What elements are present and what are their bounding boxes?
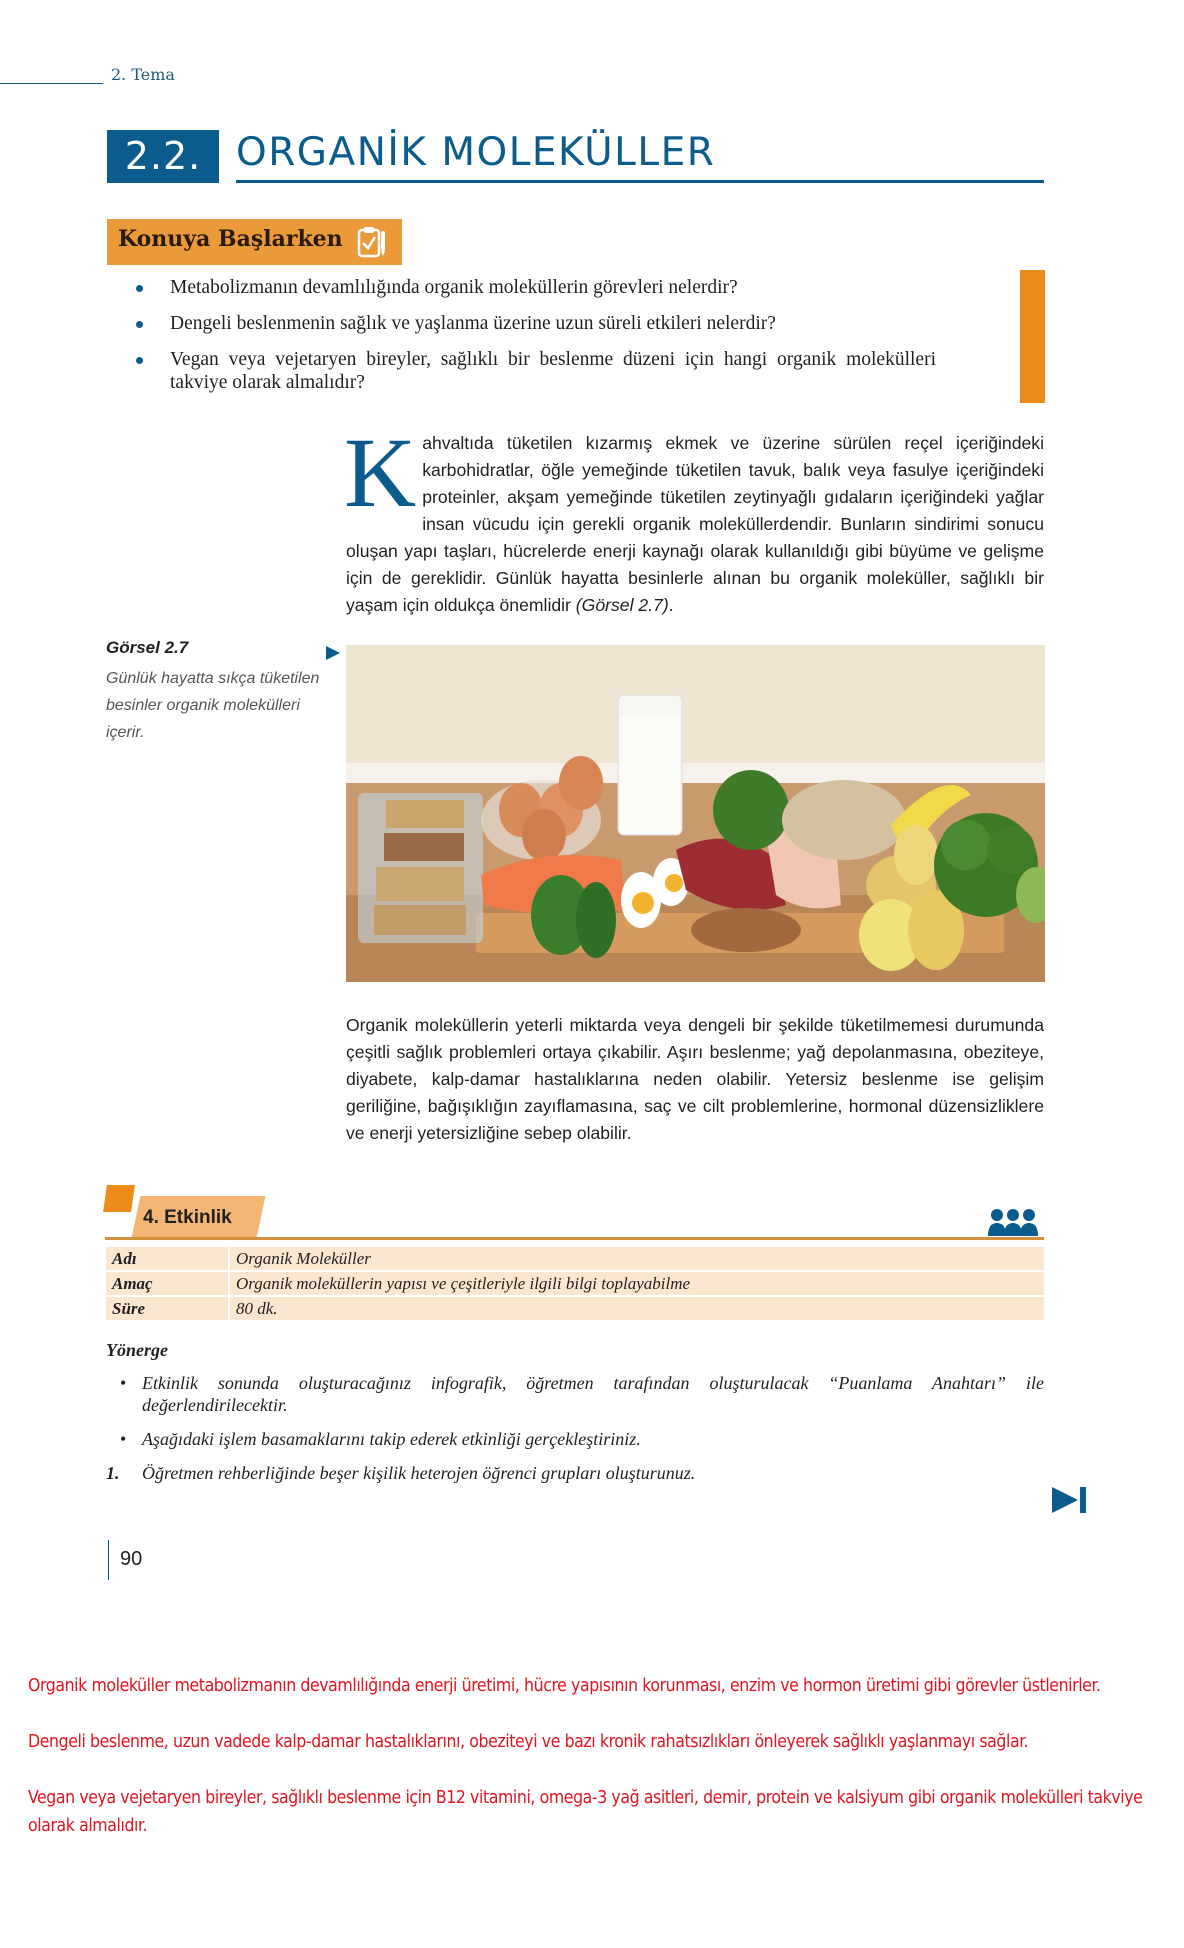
page-number-rule [108, 1540, 109, 1580]
bullet-icon [136, 285, 143, 292]
side-accent-bar [1020, 270, 1045, 403]
figure-reference: (Görsel 2.7) [575, 595, 669, 615]
instruction-item: • Etkinlik sonunda oluşturacağınız infografik, öğretmen tarafından oluşturulacak “Puanlama Anahtarı” ile değerlendirilecektir. [120, 1373, 1044, 1415]
table-row [106, 1297, 1044, 1320]
header-rule [0, 83, 103, 84]
health-paragraph: Organik moleküllerin yeterli miktarda veya dengeli bir şekilde tüketilmemesi durumunda çeşitli sağlık problemleri ortaya çıkabilir. Aşırı beslenme; yağ depolanmasına, obeziteye, diyabete, kalp-damar hastalıklarına neden olabilir. Yetersiz beslenme ise gelişim geriliğine, bağışıklığın zayıflamasına, saç ve cilt problemlerine, hormonal düzensizliklere ve enerji yetersizliğine sebep olabilir. [346, 1015, 1044, 1143]
question-item: Vegan veya vejetaryen bireyler, sağlıklı bir beslenme düzeni için hangi organik molekülleri takviye olarak almalıdır? [136, 348, 936, 394]
answers-block [28, 1672, 1168, 1868]
answer-3: Vegan veya vejetaryen bireyler, sağlıklı beslenme için B12 vitamini, omega-3 yağ asitleri, demir, protein ve kalsiyum gibi organik molekülleri takviye olarak almalıdır. [28, 1788, 1143, 1836]
instructions-title: Yönerge [106, 1340, 168, 1360]
activity-info-table [106, 1245, 1044, 1322]
next-page-icon[interactable] [1050, 1485, 1090, 1515]
row-value: 80 dk. [230, 1297, 1044, 1320]
bullet-icon [136, 357, 143, 364]
table-row [106, 1247, 1044, 1270]
activity-accent-square [103, 1185, 135, 1212]
step-item [106, 1463, 695, 1484]
group-icon [988, 1208, 1038, 1236]
drop-cap: K [344, 417, 417, 528]
figure-caption: Günlük hayatta sıkça tüketilen besinler organik molekülleri içerir. [106, 670, 320, 741]
section-number: 2.2. [107, 130, 219, 183]
theme-label: 2. Tema [111, 65, 175, 84]
step-number: 1. [106, 1463, 120, 1483]
intro-paragraph: Kahvaltıda tüketilen kızarmış ekmek ve üzerine sürülen reçel içeriğindeki karbohidratlar, öğle yemeğinde tüketilen tavuk, balık veya fasulye içeriğindeki proteinler, akşam yemeğinde tüketilen zeytinyağlı gıdaların içeriğindeki yağlar insan vücudu için gerekli organik moleküllerdendir. Bunların sindirimi sonucu oluşan yapı taşları, hücrelerde enerji kaynağı olarak kullanıldığı gibi büyüme ve gelişme için de gereklidir. Günlük hayatta besinlerle alınan bu organik moleküller, sağlıklı bir yaşam için oldukça önemlidir (Görsel 2.7). [344, 417, 1044, 615]
row-value: Organik Moleküller [230, 1247, 1044, 1270]
figure-title: Görsel 2.7 [106, 638, 189, 657]
instruction-item: • Aşağıdaki işlem basamaklarını takip ederek etkinliği gerçekleştiriniz. [120, 1429, 641, 1449]
intro-questions [136, 276, 936, 407]
section-title-underline [236, 180, 1044, 183]
page-number: 90 [120, 1548, 143, 1570]
bullet-icon: • [120, 1373, 127, 1393]
figure-pointer-icon [326, 646, 340, 660]
activity-label: 4. Etkinlik [143, 1207, 232, 1228]
clipboard-check-icon [357, 225, 387, 259]
bullet-icon: • [120, 1429, 127, 1449]
row-label: Süre [106, 1297, 230, 1320]
instructions-list [118, 1372, 1044, 1462]
row-value: Organik moleküllerin yapısı ve çeşitleriyle ilgili bilgi toplayabilme [230, 1272, 1044, 1295]
answer-1: Organik moleküller metabolizmanın devamlılığında enerji üretimi, hücre yapısının korunması, enzim ve hormon üretimi gibi görevler üstlenirler. [28, 1676, 1101, 1696]
row-label: Adı [106, 1247, 230, 1270]
konuya-baslarken-label: Konuya Başlarken [118, 226, 343, 252]
row-label: Amaç [106, 1272, 230, 1295]
section-title: ORGANİK MOLEKÜLLER [236, 130, 716, 175]
table-row [106, 1272, 1044, 1295]
bullet-icon [136, 321, 143, 328]
question-item: Metabolizmanın devamlılığında organik moleküllerin görevleri nelerdir? [136, 276, 936, 299]
answer-2: Dengeli beslenme, uzun vadede kalp-damar hastalıklarını, obeziteyi ve bazı kronik rahatsızlıkları önleyerek sağlıklı yaşlanmayı sağlar. [28, 1732, 1029, 1752]
question-item: Dengeli beslenmenin sağlık ve yaşlanma üzerine uzun süreli etkileri nelerdir? [136, 312, 936, 335]
step-text: Öğretmen rehberliğinde beşer kişilik heterojen öğrenci grupları oluşturunuz. [142, 1463, 696, 1483]
food-photo [346, 645, 1045, 982]
activity-rule [105, 1237, 1044, 1240]
